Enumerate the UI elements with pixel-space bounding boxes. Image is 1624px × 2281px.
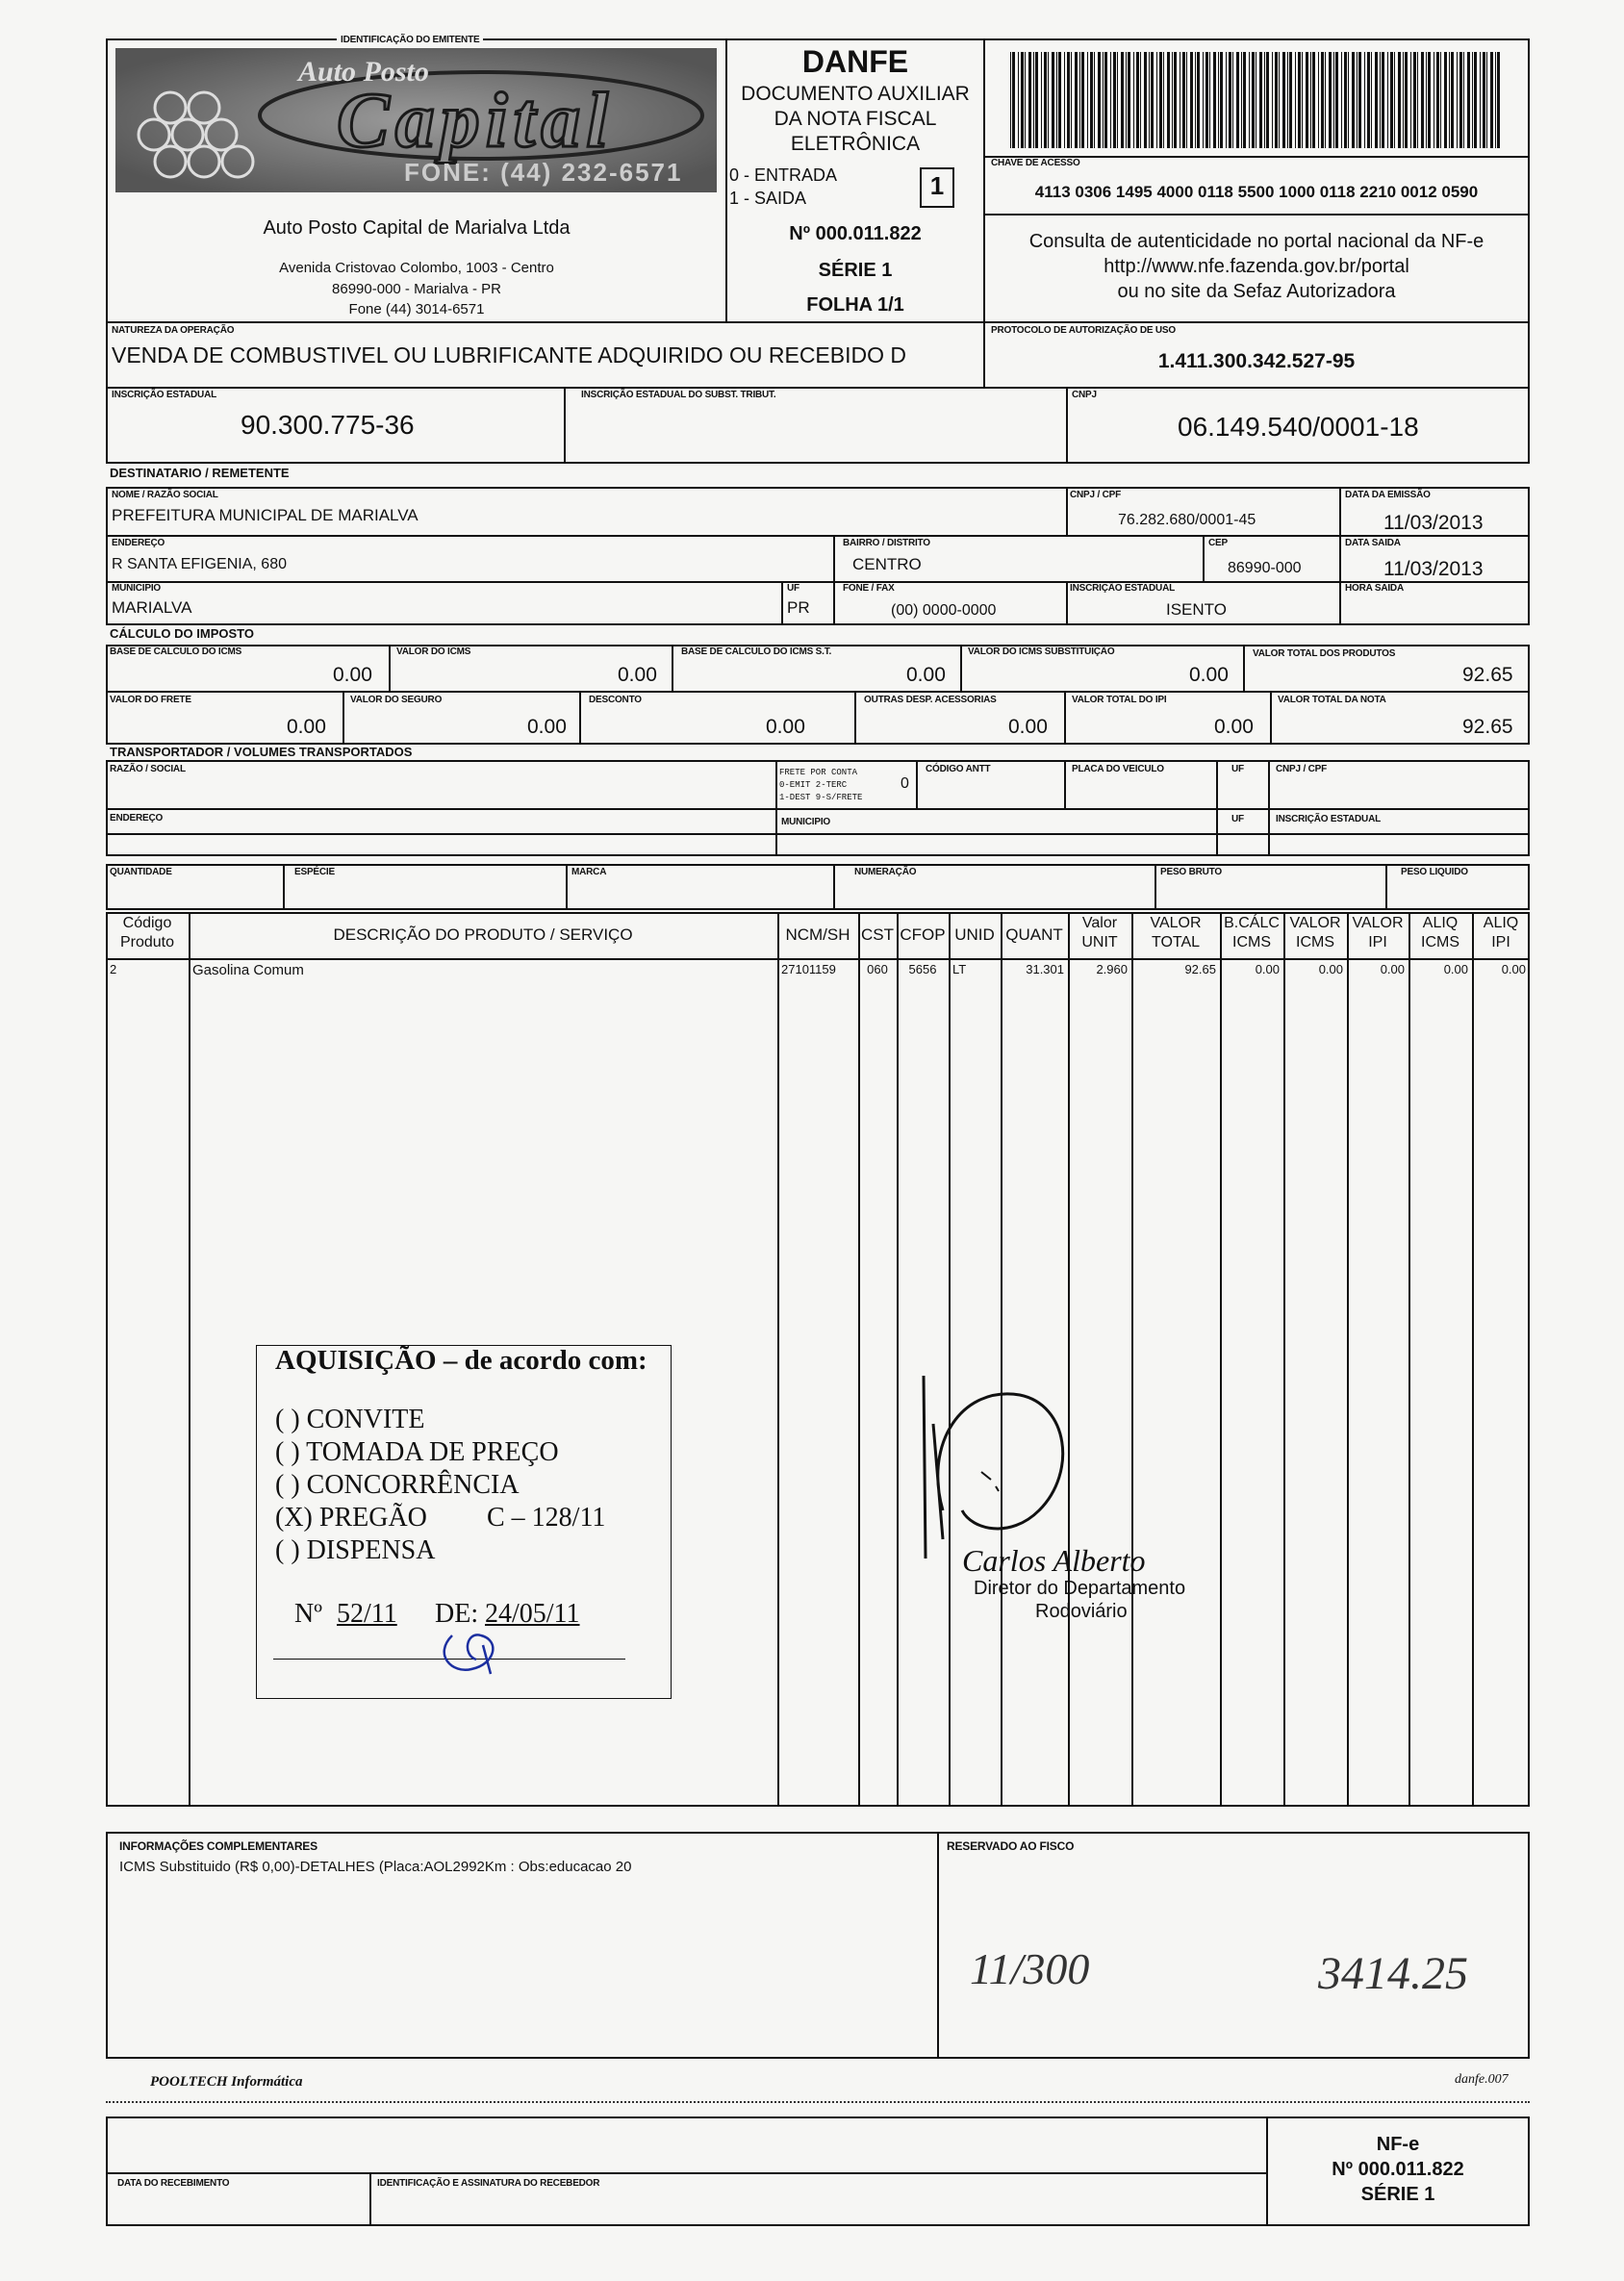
- barcode-bar: [1440, 52, 1441, 148]
- table-cell: 0.00: [1255, 962, 1280, 976]
- barcode-bar: [1426, 52, 1427, 148]
- barcode-bar: [1041, 52, 1042, 148]
- barcode-bar: [1266, 52, 1269, 148]
- col-header-0: Código Produto: [119, 915, 175, 950]
- barcode-bar: [1186, 52, 1187, 148]
- dest-bairro-label: BAIRRO / DISTRITO: [843, 538, 930, 548]
- canhoto-nfe: NF-e: [1376, 2134, 1420, 2155]
- frete-label: VALOR DO FRETE: [110, 695, 191, 705]
- outras: 0.00: [1008, 716, 1048, 738]
- barcode-bar: [1113, 52, 1116, 148]
- barcode-bar: [1025, 52, 1026, 148]
- barcode-bar: [1203, 52, 1204, 148]
- barcode-bar: [1213, 52, 1216, 148]
- table-cell: 27101159: [781, 962, 836, 976]
- chave-label: CHAVE DE ACESSO: [991, 158, 1080, 168]
- fisco-handwriting-1: 11/300: [970, 1944, 1090, 1993]
- ie-label: INSCRIÇÃO ESTADUAL: [112, 390, 216, 400]
- barcode-bar: [1136, 52, 1139, 148]
- barcode-bar: [1459, 52, 1462, 148]
- barcode-bar: [1382, 52, 1384, 148]
- barcode-bar: [1387, 52, 1388, 148]
- barcode-bar: [1436, 52, 1439, 148]
- numeracao-label: NUMERAÇÃO: [854, 867, 917, 877]
- seguro-label: VALOR DO SEGURO: [350, 695, 443, 705]
- valor-icms-label: VALOR DO ICMS: [396, 646, 471, 657]
- table-cell: 0.00: [1443, 962, 1468, 976]
- stamp-data-prefix: DE:: [435, 1599, 479, 1629]
- barcode-bar: [1087, 52, 1088, 148]
- barcode-bar: [1172, 52, 1173, 148]
- barcode-bar: [1306, 52, 1308, 148]
- barcode-bar: [1413, 52, 1416, 148]
- barcode-bar: [1195, 52, 1196, 148]
- imposto-section: CÁLCULO DO IMPOSTO: [110, 626, 254, 641]
- barcode-bar: [1226, 52, 1227, 148]
- barcode-bar: [1197, 52, 1200, 148]
- transp-ie-label: INSCRIÇÃO ESTADUAL: [1276, 814, 1381, 824]
- cut-line: [106, 2101, 1530, 2103]
- barcode-bar: [1163, 52, 1164, 148]
- barcode-bar: [1444, 52, 1447, 148]
- marca-label: MARCA: [571, 867, 607, 877]
- stamp-tomada: ( ) TOMADA DE PREÇO: [275, 1437, 559, 1467]
- col-header-7: Valor UNIT: [1081, 915, 1118, 950]
- danfe-subtitle-3: ELETRÔNICA: [790, 133, 921, 155]
- dest-municipio-label: MUNICIPIO: [112, 583, 161, 594]
- emitente-section-label: IDENTIFICAÇÃO DO EMITENTE: [337, 35, 483, 45]
- signature-cargo-2: Rodoviário: [1035, 1601, 1128, 1622]
- barcode-bar: [1167, 52, 1170, 148]
- barcode-bar: [1010, 52, 1011, 148]
- barcode-bar: [1457, 52, 1458, 148]
- software-credit: POOLTECH Informática: [150, 2074, 303, 2090]
- barcode-bar: [1486, 52, 1487, 148]
- dest-endereco: R SANTA EFIGENIA, 680: [112, 556, 287, 572]
- barcode-bar: [1348, 52, 1349, 148]
- barcode-bar: [1140, 52, 1141, 148]
- barcode-bar: [1252, 52, 1255, 148]
- signature-cargo-1: Diretor do Departamento: [974, 1578, 1186, 1599]
- razao-label: RAZÃO / SOCIAL: [110, 764, 186, 774]
- danfe-saida: 1 - SAIDA: [729, 189, 807, 208]
- barcode-bar: [1104, 52, 1107, 148]
- barcode-bar: [1028, 52, 1031, 148]
- cnpj-label: CNPJ: [1072, 390, 1097, 400]
- barcode-bar: [1282, 52, 1285, 148]
- barcode-bar: [1067, 52, 1070, 148]
- barcode-bar: [1358, 52, 1361, 148]
- barcode-bar: [1417, 52, 1418, 148]
- cnpj-value: 06.149.540/0001-18: [1178, 412, 1419, 442]
- barcode-bar: [1071, 52, 1072, 148]
- col-header-13: ALIQ IPI: [1483, 915, 1519, 950]
- emitente-cep-city: 86990-000 - Marialva - PR: [332, 281, 501, 297]
- transp-endereco-label: ENDEREÇO: [110, 813, 164, 824]
- consulta-line-2: http://www.nfe.fazenda.gov.br/portal: [1104, 256, 1409, 277]
- recebedor-label: IDENTIFICAÇÃO E ASSINATURA DO RECEBEDOR: [377, 2178, 600, 2189]
- barcode-bar: [1480, 52, 1481, 148]
- barcode-bar: [1117, 52, 1118, 148]
- barcode-bar: [1375, 52, 1378, 148]
- transp-uf2-label: UF: [1231, 814, 1244, 824]
- transp-municipio-label: MUNICIPIO: [781, 817, 830, 827]
- total-produtos: 92.65: [1462, 664, 1513, 686]
- logo-line2: Capital: [337, 76, 615, 164]
- danfe-numero: Nº 000.011.822: [789, 223, 922, 244]
- dest-fone: (00) 0000-0000: [891, 602, 997, 619]
- barcode-bar: [1398, 52, 1401, 148]
- dest-endereco-label: ENDEREÇO: [112, 538, 165, 548]
- dest-ie-label: INSCRIÇÃO ESTADUAL: [1070, 583, 1175, 594]
- dest-hora-label: HORA SAIDA: [1345, 583, 1404, 594]
- desconto-label: DESCONTO: [589, 695, 642, 705]
- barcode-bar: [1182, 52, 1185, 148]
- dest-cnpj-label: CNPJ / CPF: [1070, 490, 1122, 500]
- barcode-bar: [1126, 52, 1127, 148]
- barcode-bar: [1364, 52, 1365, 148]
- danfe-serie: SÉRIE 1: [818, 260, 893, 281]
- barcode-bar: [1052, 52, 1054, 148]
- frete: 0.00: [287, 716, 326, 738]
- barcode-bar: [1357, 52, 1358, 148]
- base-st-label: BASE DE CALCULO DO ICMS S.T.: [681, 646, 832, 657]
- barcode-bar: [1133, 52, 1134, 148]
- danfe-entrada: 0 - ENTRADA: [729, 165, 838, 185]
- stamp-pregao: (X) PREGÃO: [275, 1503, 427, 1533]
- barcode-bar: [1128, 52, 1130, 148]
- emitente-address: Avenida Cristovao Colombo, 1003 - Centro: [279, 260, 554, 276]
- col-header-8: VALOR TOTAL: [1150, 915, 1202, 950]
- protocolo-label: PROTOCOLO DE AUTORIZAÇÃO DE USO: [991, 325, 1176, 336]
- barcode-bar: [1295, 52, 1296, 148]
- barcode-bar: [1249, 52, 1250, 148]
- barcode-bar: [1079, 52, 1080, 148]
- form-ref: danfe.007: [1455, 2072, 1509, 2087]
- barcode-bar: [1241, 52, 1242, 148]
- table-cell: 2.960: [1096, 962, 1128, 976]
- stamp-dispensa: ( ) DISPENSA: [275, 1535, 436, 1565]
- dest-bairro: CENTRO: [852, 555, 922, 573]
- consulta-line-3: ou no site da Sefaz Autorizadora: [1117, 281, 1396, 302]
- logo-phone: FONE: (44) 232-6571: [404, 158, 683, 187]
- barcode-bar: [1371, 52, 1372, 148]
- barcode-bar: [1110, 52, 1111, 148]
- stamp-numero-prefix: Nº: [294, 1599, 322, 1629]
- frete-conta-l2: 0-EMIT 2-TERC: [779, 780, 848, 790]
- frete-conta-l3: 1-DEST 9-S/FRETE: [779, 793, 863, 802]
- barcode-bar: [1048, 52, 1049, 148]
- barcode-bar: [1232, 52, 1233, 148]
- table-cell: 2: [110, 962, 117, 976]
- barcode-bar: [1144, 52, 1147, 148]
- transp-uf-label: UF: [1231, 764, 1244, 774]
- barcode-bar: [1275, 52, 1278, 148]
- col-header-4: CFOP: [900, 925, 946, 944]
- barcode-bar: [1090, 52, 1093, 148]
- ipi: 0.00: [1214, 716, 1254, 738]
- stamp-convite: ( ) CONVITE: [275, 1405, 425, 1434]
- ipi-label: VALOR TOTAL DO IPI: [1072, 695, 1167, 705]
- barcode-bar: [1236, 52, 1239, 148]
- recebimento-label: DATA DO RECEBIMENTO: [117, 2178, 230, 2189]
- col-header-3: CST: [861, 925, 894, 944]
- barcode-bar: [1205, 52, 1208, 148]
- barcode-bar: [1287, 52, 1288, 148]
- info-complementares-label: INFORMAÇÕES COMPLEMENTARES: [119, 1839, 317, 1853]
- barcode-bar: [1021, 52, 1024, 148]
- dest-nome-label: NOME / RAZÃO SOCIAL: [112, 490, 218, 500]
- barcode-bar: [1044, 52, 1047, 148]
- barcode-bar: [1449, 52, 1450, 148]
- barcode-bar: [1121, 52, 1124, 148]
- barcode-bar: [1428, 52, 1431, 148]
- canhoto-serie: SÉRIE 1: [1360, 2184, 1435, 2205]
- barcode-bar: [1151, 52, 1154, 148]
- col-header-10: VALOR ICMS: [1289, 915, 1341, 950]
- table-cell: 060: [867, 962, 888, 976]
- barcode: [1010, 52, 1503, 148]
- barcode-bar: [1403, 52, 1404, 148]
- signature-name: Carlos Alberto: [962, 1543, 1146, 1578]
- stamp-pregao-ref: C – 128/11: [487, 1503, 606, 1533]
- barcode-bar: [1149, 52, 1150, 148]
- barcode-bar: [1289, 52, 1292, 148]
- dest-emissao: 11/03/2013: [1383, 512, 1484, 534]
- valor-icms: 0.00: [618, 664, 657, 686]
- barcode-bar: [1490, 52, 1493, 148]
- barcode-bar: [1472, 52, 1473, 148]
- outras-label: OUTRAS DESP. ACESSORIAS: [864, 695, 997, 705]
- info-complementares-text: ICMS Substituido (R$ 0,00)-DETALHES (Placa:AOL2992Km : Obs:educacao 20: [119, 1859, 632, 1875]
- dest-cep-label: CEP: [1208, 538, 1228, 548]
- barcode-bar: [1272, 52, 1273, 148]
- barcode-bar: [1174, 52, 1177, 148]
- barcode-bar: [1329, 52, 1332, 148]
- dest-cnpj: 76.282.680/0001-45: [1118, 512, 1256, 528]
- dest-nome: PREFEITURA MUNICIPAL DE MARIALVA: [112, 506, 419, 524]
- fisco-handwriting-2: 3414.25: [1318, 1948, 1468, 1999]
- barcode-bar: [1344, 52, 1347, 148]
- barcode-bar: [1497, 52, 1500, 148]
- base-st: 0.00: [906, 664, 946, 686]
- danfe-folha: FOLHA 1/1: [806, 294, 904, 316]
- especie-label: ESPÉCIE: [294, 867, 335, 877]
- dest-cep: 86990-000: [1228, 560, 1302, 576]
- barcode-bar: [1405, 52, 1408, 148]
- frete-conta-l1: FRETE POR CONTA: [779, 768, 858, 777]
- dest-uf: PR: [787, 598, 810, 617]
- table-cell: 5656: [908, 962, 937, 976]
- barcode-bar: [1352, 52, 1355, 148]
- danfe-tipo: 1: [929, 171, 945, 200]
- dest-emissao-label: DATA DA EMISSÃO: [1345, 490, 1431, 500]
- barcode-bar: [1298, 52, 1301, 148]
- desconto: 0.00: [766, 716, 805, 738]
- stamp-concorrencia: ( ) CONCORRÊNCIA: [275, 1470, 520, 1500]
- barcode-bar: [1209, 52, 1210, 148]
- destinatario-section: DESTINATARIO / REMETENTE: [110, 466, 290, 480]
- barcode-bar: [1218, 52, 1219, 148]
- col-header-2: NCM/SH: [785, 925, 850, 944]
- valor-st-label: VALOR DO ICMS SUBSTITUIÇÃO: [968, 646, 1115, 657]
- barcode-bar: [1333, 52, 1334, 148]
- table-cell: 0.00: [1501, 962, 1526, 976]
- barcode-bar: [1302, 52, 1303, 148]
- dest-saida: 11/03/2013: [1383, 558, 1484, 580]
- barcode-bar: [1229, 52, 1231, 148]
- barcode-bar: [1056, 52, 1057, 148]
- ie-value: 90.300.775-36: [241, 410, 415, 440]
- barcode-bar: [1103, 52, 1104, 148]
- barcode-bar: [1451, 52, 1454, 148]
- emitente-name: Auto Posto Capital de Marialva Ltda: [263, 217, 571, 239]
- antt-label: CÓDIGO ANTT: [926, 764, 991, 774]
- barcode-bar: [1390, 52, 1393, 148]
- col-header-1: DESCRIÇÃO DO PRODUTO / SERVIÇO: [333, 925, 633, 944]
- barcode-bar: [1264, 52, 1265, 148]
- col-header-12: ALIQ ICMS: [1421, 915, 1459, 950]
- danfe-subtitle-1: DOCUMENTO AUXILIAR: [741, 83, 970, 105]
- col-header-6: QUANT: [1005, 925, 1063, 944]
- danfe-subtitle-2: DA NOTA FISCAL: [774, 108, 937, 130]
- chave-value: 4113 0306 1495 4000 0118 5500 1000 0118 2210 0012 0590: [1034, 183, 1479, 201]
- consulta-line-1: Consulta de autenticidade no portal nacional da NF-e: [1028, 231, 1484, 252]
- protocolo-value: 1.411.300.342.527-95: [1157, 350, 1356, 372]
- table-cell: LT: [952, 962, 967, 976]
- barcode-bar: [1310, 52, 1311, 148]
- natureza-label: NATUREZA DA OPERAÇÃO: [112, 325, 235, 336]
- barcode-bar: [1243, 52, 1246, 148]
- barcode-bar: [1335, 52, 1338, 148]
- total-nota: 92.65: [1462, 716, 1513, 738]
- barcode-bar: [1325, 52, 1326, 148]
- stamp-numero: 52/11: [337, 1599, 397, 1629]
- stamp-initials: [423, 1616, 520, 1684]
- barcode-bar: [1018, 52, 1019, 148]
- barcode-bar: [1156, 52, 1157, 148]
- barcode-bar: [1159, 52, 1162, 148]
- barcode-bar: [1410, 52, 1411, 148]
- barcode-bar: [1075, 52, 1078, 148]
- dest-saida-label: DATA SAIDA: [1345, 538, 1401, 548]
- natureza-value: VENDA DE COMBUSTIVEL OU LUBRIFICANTE ADQUIRIDO OU RECEBIDO D: [112, 342, 907, 367]
- col-header-5: UNID: [954, 925, 995, 944]
- frete-conta-value: 0: [901, 775, 909, 792]
- barcode-bar: [1380, 52, 1381, 148]
- barcode-bar: [1220, 52, 1223, 148]
- barcode-bar: [1312, 52, 1315, 148]
- base-icms: 0.00: [333, 664, 372, 686]
- emitente-phone: Fone (44) 3014-6571: [348, 301, 485, 317]
- table-cell: 92.65: [1184, 962, 1216, 976]
- dest-fone-label: FONE / FAX: [843, 583, 895, 594]
- company-logo: [115, 48, 717, 192]
- transp-cnpj-label: CNPJ / CPF: [1276, 764, 1328, 774]
- peso-bruto-label: PESO BRUTO: [1160, 867, 1222, 877]
- table-cell: 0.00: [1380, 962, 1405, 976]
- barcode-bar: [1421, 52, 1424, 148]
- barcode-bar: [1483, 52, 1485, 148]
- barcode-bar: [1094, 52, 1095, 148]
- table-cell: 31.301: [1026, 962, 1064, 976]
- peso-liquido-label: PESO LIQUIDO: [1401, 867, 1468, 877]
- barcode-bar: [1341, 52, 1342, 148]
- barcode-bar: [1367, 52, 1370, 148]
- quantidade-label: QUANTIDADE: [110, 867, 172, 877]
- stamp-title: AQUISIÇÃO – de acordo com:: [275, 1345, 647, 1376]
- barcode-bar: [1035, 52, 1038, 148]
- barcode-bar: [1467, 52, 1470, 148]
- logo-line1: Auto Posto: [298, 56, 429, 88]
- stamp-data: 24/05/11: [485, 1599, 580, 1629]
- table-cell: Gasolina Comum: [192, 962, 304, 978]
- barcode-bar: [1394, 52, 1395, 148]
- barcode-bar: [1463, 52, 1464, 148]
- dest-municipio: MARIALVA: [112, 598, 192, 617]
- col-header-9: B.CÁLC ICMS: [1224, 915, 1280, 950]
- barcode-bar: [1474, 52, 1477, 148]
- barcode-bar: [1495, 52, 1496, 148]
- col-header-11: VALOR IPI: [1352, 915, 1404, 950]
- barcode-bar: [1012, 52, 1015, 148]
- barcode-bar: [1321, 52, 1324, 148]
- canhoto-numero: Nº 000.011.822: [1332, 2159, 1464, 2180]
- table-cell: 0.00: [1318, 962, 1343, 976]
- barcode-bar: [1058, 52, 1061, 148]
- barcode-bar: [1259, 52, 1262, 148]
- barcode-bar: [1081, 52, 1084, 148]
- reservado-fisco-label: RESERVADO AO FISCO: [947, 1839, 1075, 1853]
- placa-label: PLACA DO VEICULO: [1072, 764, 1164, 774]
- barcode-bar: [1033, 52, 1034, 148]
- barcode-bar: [1318, 52, 1319, 148]
- dest-uf-label: UF: [787, 583, 799, 594]
- barcode-bar: [1279, 52, 1280, 148]
- barcode-bar: [1098, 52, 1101, 148]
- transportador-section: TRANSPORTADOR / VOLUMES TRANSPORTADOS: [110, 745, 413, 759]
- dest-ie: ISENTO: [1166, 600, 1227, 619]
- base-icms-label: BASE DE CALCULO DO ICMS: [110, 646, 242, 657]
- seguro: 0.00: [527, 716, 567, 738]
- total-nota-label: VALOR TOTAL DA NOTA: [1278, 695, 1386, 705]
- barcode-bar: [1064, 52, 1065, 148]
- danfe-title: DANFE: [801, 44, 909, 79]
- ie-st-label: INSCRIÇÃO ESTADUAL DO SUBST. TRIBUT.: [581, 390, 776, 400]
- barcode-bar: [1190, 52, 1193, 148]
- valor-st: 0.00: [1189, 664, 1229, 686]
- total-produtos-label: VALOR TOTAL DOS PRODUTOS: [1253, 648, 1396, 659]
